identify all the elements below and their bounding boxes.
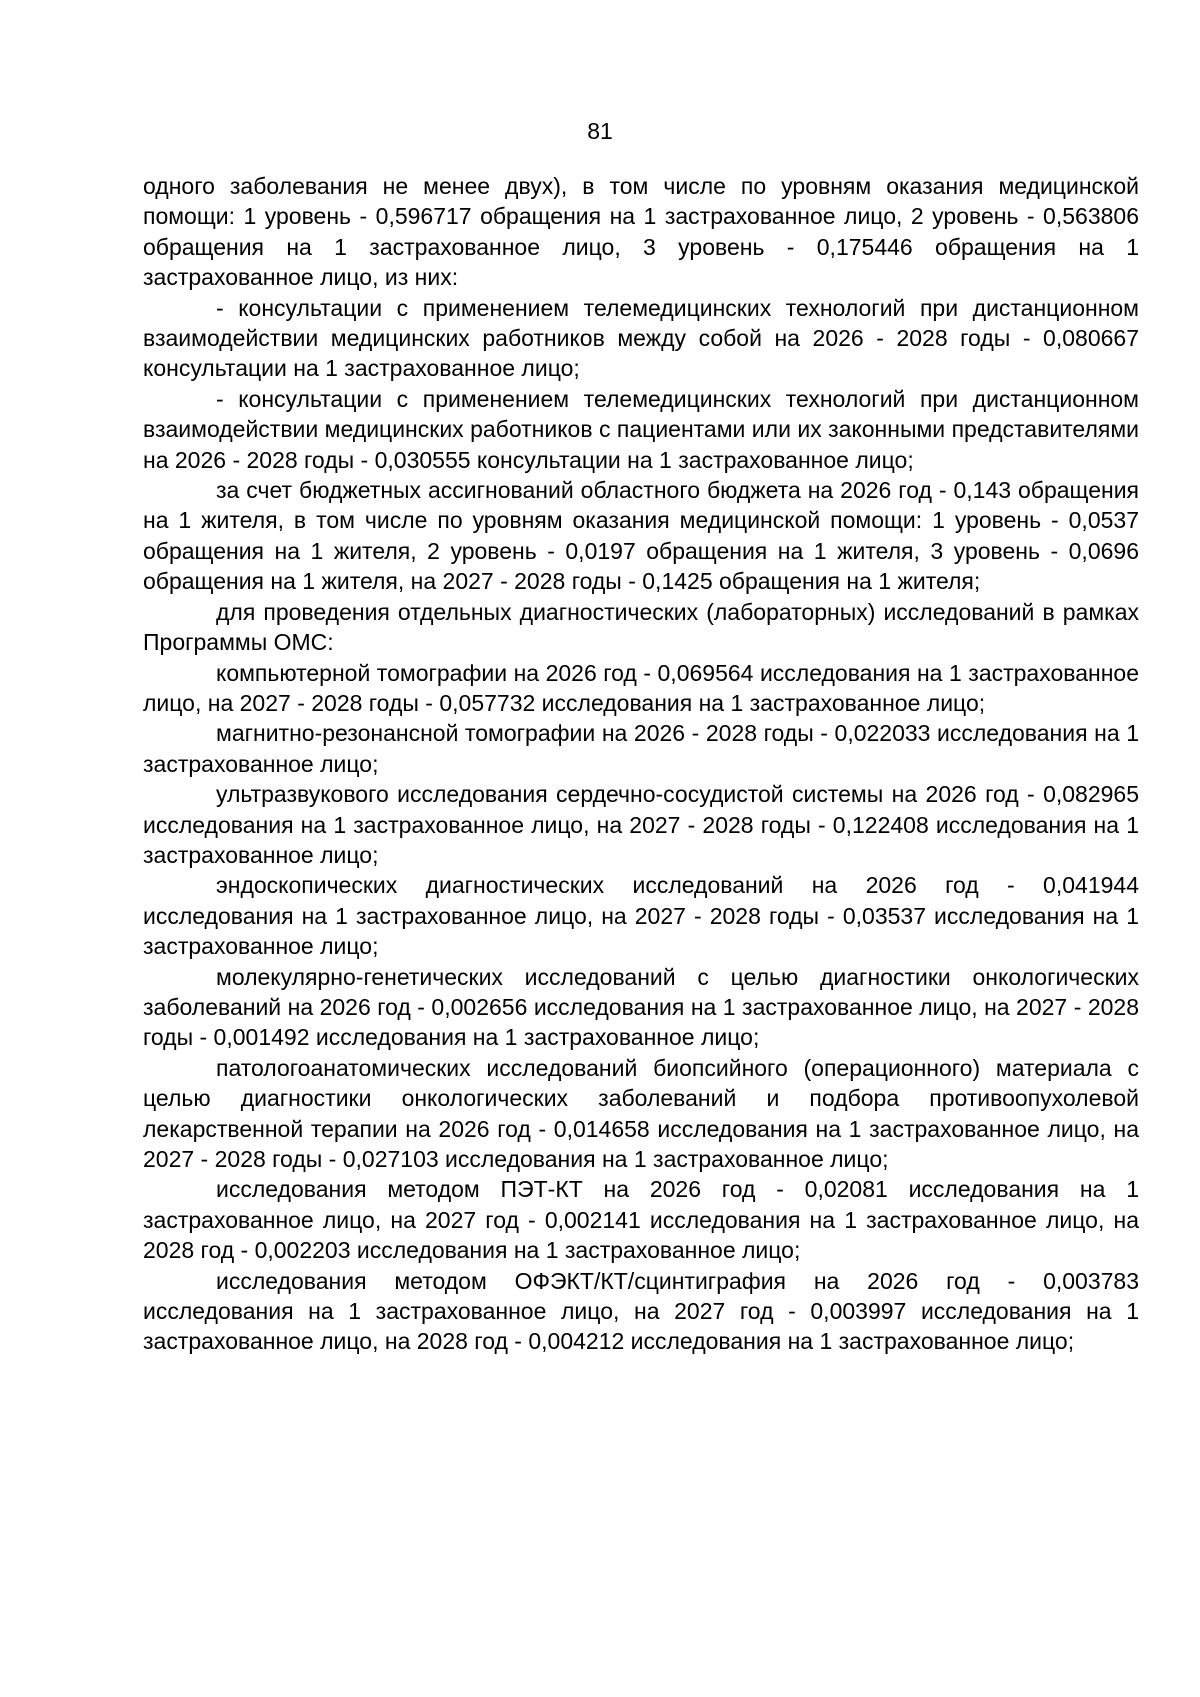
- paragraph-12: исследования методом ПЭТ-КТ на 2026 год - 0,02081 исследования на 1 застрахованное лицо, на 2027 год - 0,002141 исследования на 1 застрахованное лицо, на 2028 год - 0,002203 исследования на 1 застрахованное лицо;: [143, 1176, 1139, 1264]
- paragraph-8: ультразвукового исследования сердечно-сосудистой системы на 2026 год - 0,082965 исследования на 1 застрахованное лицо, на 2027 - 2028 годы - 0,122408 исследования на 1 застрахованное лицо;: [143, 781, 1139, 868]
- paragraph-13: исследования методом ОФЭКТ/КТ/сцинтиграфия на 2026 год - 0,003783 исследования на 1 застрахованное лицо, на 2027 год - 0,003997 исследования на 1 застрахованное лицо, на 2028 год - 0,004212 исследования на 1 застрахованное лицо;: [143, 1267, 1139, 1355]
- document-body: [143, 171, 1139, 1357]
- paragraph-1: одного заболевания не менее двух), в том числе по уровням оказания медицинской помощи: 1 уровень - 0,596717 обращения на 1 застрахованное лицо, 2 уровень - 0,563806 обращения на 1 застрахованное лицо, 3 уровень - 0,175446 обращения на 1 застрахованное лицо, из них:: [143, 173, 1139, 291]
- paragraph-11: патологоанатомических исследований биопсийного (операционного) материала с целью диагностики онкологических заболеваний и подбора противоопухолевой лекарственной терапии на 2026 год - 0,014658 исследования на 1 застрахованное лицо, на 2027 - 2028 годы - 0,027103 исследования на 1 застрахованное лицо;: [143, 1054, 1139, 1172]
- paragraph-10: молекулярно-генетических исследований с целью диагностики онкологических заболеваний на 2026 год - 0,002656 исследования на 1 застрахованное лицо, на 2027 - 2028 годы - 0,001492 исследования на 1 застрахованное лицо;: [143, 963, 1139, 1051]
- paragraph-2: - консультации с применением телемедицинских технологий при дистанционном взаимодействии медицинских работников между собой на 2026 - 2028 годы - 0,080667 консультации на 1 застрахованное лицо;: [143, 294, 1139, 382]
- page-number: 81: [587, 118, 613, 144]
- paragraph-4: за счет бюджетных ассигнований областного бюджета на 2026 год - 0,143 обращения на 1 жителя, в том числе по уровням оказания медицинской помощи: 1 уровень - 0,0537 обращения на 1 жителя, 2 уровень - 0,0197 обращения на 1 жителя, 3 уровень - 0,0696 обращения на 1 жителя, на 2027 - 2028 годы - 0,1425 обращения на 1 жителя;: [143, 477, 1139, 595]
- paragraph-5: для проведения отдельных диагностических (лабораторных) исследований в рамках Программы ОМС:: [143, 598, 1139, 656]
- paragraph-7: магнитно-резонансной томографии на 2026 - 2028 годы - 0,022033 исследования на 1 застрахованное лицо;: [143, 720, 1139, 777]
- paragraph-3: - консультации с применением телемедицинских технологий при дистанционном взаимодействии медицинских работников с пациентами или их законными представителями на 2026 - 2028 годы - 0,030555 консультации на 1 застрахованное лицо;: [143, 385, 1139, 473]
- paragraph-6: компьютерной томографии на 2026 год - 0,069564 исследования на 1 застрахованное лицо, на 2027 - 2028 годы - 0,057732 исследования на 1 застрахованное лицо;: [143, 659, 1139, 716]
- paragraph-9: эндоскопических диагностических исследований на 2026 год - 0,041944 исследования на 1 застрахованное лицо, на 2027 - 2028 годы - 0,03537 исследования на 1 застрахованное лицо;: [143, 872, 1139, 960]
